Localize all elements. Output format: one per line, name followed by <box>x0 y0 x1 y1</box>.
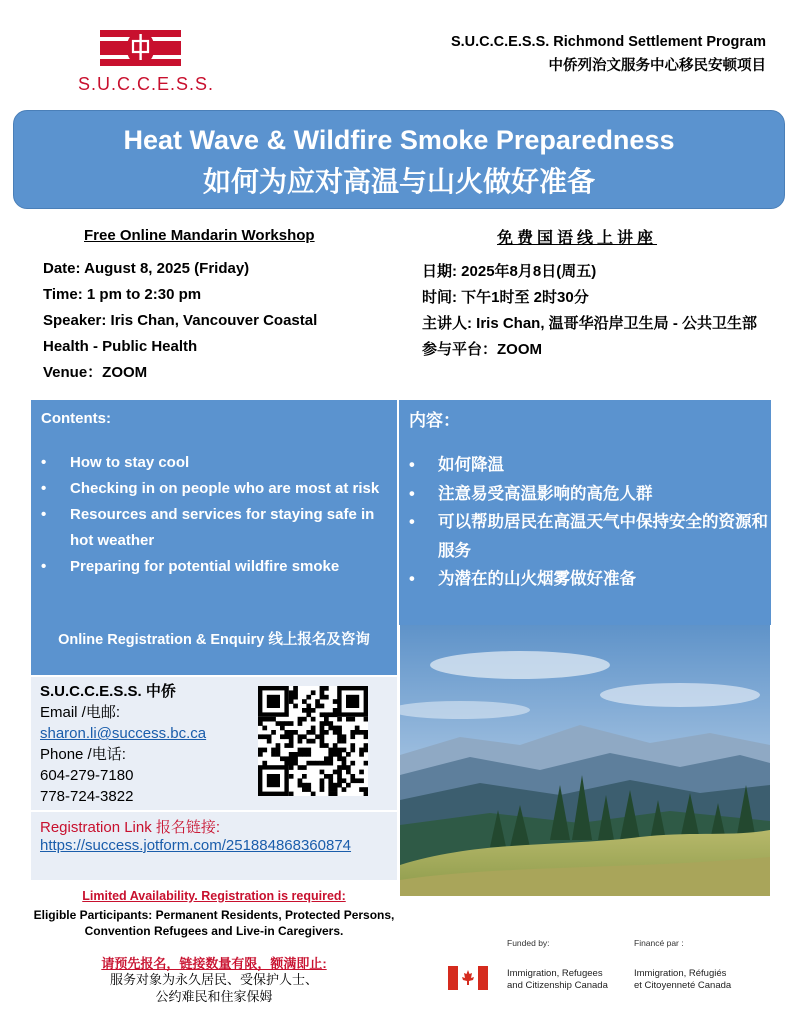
list-item: • 注意易受高温影响的高危人群 <box>409 480 769 509</box>
title-en: Heat Wave & Wildfire Smoke Preparedness <box>123 125 675 155</box>
speaker-zh: 主讲人: Iris Chan, 温哥华沿岸卫生局 - 公共卫生部 <box>422 315 758 332</box>
registration-header <box>31 625 397 675</box>
workshop-details-en <box>43 256 317 386</box>
speaker-org-en: Health - Public Health <box>43 338 198 355</box>
program-name-en: S.U.C.C.E.S.S. Richmond Settlement Program <box>450 34 766 50</box>
phone-1: 604-279-7180 <box>40 767 134 784</box>
canada-flag-icon <box>448 966 488 990</box>
venue-en: Venue：ZOOM <box>43 364 148 381</box>
qr-code-icon <box>258 686 368 796</box>
contents-list-en <box>41 450 396 580</box>
registration-link[interactable]: https://success.jotform.com/251884868360874 <box>40 837 352 854</box>
list-item: • Checking in on people who are most at risk <box>41 476 396 502</box>
phone-2: 778-724-3822 <box>40 788 134 805</box>
list-item: • How to stay cool <box>41 450 396 476</box>
contact-org: S.U.C.C.E.S.S. 中侨 <box>40 683 176 700</box>
contents-divider <box>397 400 399 625</box>
time-en: Time: 1 pm to 2:30 pm <box>43 286 202 303</box>
eligibility-zh <box>31 971 397 1005</box>
title-zh: 如何为应对高温与山火做好准备 <box>202 166 595 197</box>
date-zh: 日期: 2025年8月8日(周五) <box>422 263 597 280</box>
program-name-zh: 中侨列治文服务中心移民安顿项目 <box>548 58 766 74</box>
workshop-heading-en: Free Online Mandarin Workshop <box>84 227 315 244</box>
mountain-landscape-image <box>400 625 770 896</box>
qr-code[interactable] <box>258 686 368 796</box>
success-emblem-icon <box>78 22 203 74</box>
funded-by-label: Funded by: <box>507 938 550 948</box>
list-item: • 如何降温 <box>409 451 769 480</box>
ircc-fr-line-1: Immigration, Réfugiés <box>634 968 727 979</box>
landscape-illustration <box>400 625 770 896</box>
ircc-name-en <box>507 968 608 992</box>
availability-notice-en: Limited Availability. Registration is required: <box>82 889 346 903</box>
registration-header-text: Online Registration & Enquiry 线上报名及咨询 <box>58 632 370 648</box>
date-en: Date: August 8, 2025 (Friday) <box>43 260 250 277</box>
contents-list-zh <box>409 451 769 594</box>
ircc-en-line-2: and Citizenship Canada <box>507 980 608 991</box>
contact-info <box>40 681 206 807</box>
ircc-fr-line-2: et Citoyenneté Canada <box>634 980 732 991</box>
list-item: • Preparing for potential wildfire smoke <box>41 554 396 580</box>
list-item: • 为潜在的山火烟雾做好准备 <box>409 565 769 594</box>
workshop-details-zh <box>422 259 782 363</box>
ircc-en-line-1: Immigration, Refugees <box>507 968 603 979</box>
workshop-heading-zh: 免费国语线上讲座 <box>497 230 658 247</box>
email-label: Email /电邮: <box>40 704 121 721</box>
venue-zh: 参与平台：ZOOM <box>422 341 542 358</box>
success-logo <box>78 22 215 97</box>
title-banner <box>13 110 785 209</box>
email-link[interactable]: sharon.li@success.bc.ca <box>40 725 207 742</box>
contents-title-zh: 内容： <box>409 411 460 430</box>
finance-par-label: Financé par : <box>634 938 684 948</box>
eligibility-zh-line-1: 服务对象为永久居民、受保护人士、 <box>109 972 318 987</box>
time-zh: 时间: 下午1时至 2时30分 <box>422 289 589 306</box>
list-item: • Resources and services for staying safe in hot weather <box>41 502 396 554</box>
logo-text: S.U.C.C.E.S.S. <box>78 74 215 94</box>
registration-link-label: Registration Link 报名链接: <box>40 819 221 836</box>
speaker-en: Speaker: Iris Chan, Vancouver Coastal <box>43 312 318 329</box>
contents-title-en: Contents: <box>41 410 111 427</box>
eligibility-en: Eligible Participants: Permanent Residents, Protected Persons, Convention Refugees and Live-in Caregivers. <box>33 908 395 938</box>
phone-label: Phone /电话: <box>40 746 126 763</box>
list-item: • 可以帮助居民在高温天气中保持安全的资源和服务 <box>409 508 769 565</box>
availability-notice-zh: 请预先报名，链接数量有限，额满即止: <box>101 956 327 971</box>
ircc-name-fr <box>634 968 731 992</box>
eligibility-zh-line-2: 公约难民和住家保姆 <box>155 989 273 1004</box>
